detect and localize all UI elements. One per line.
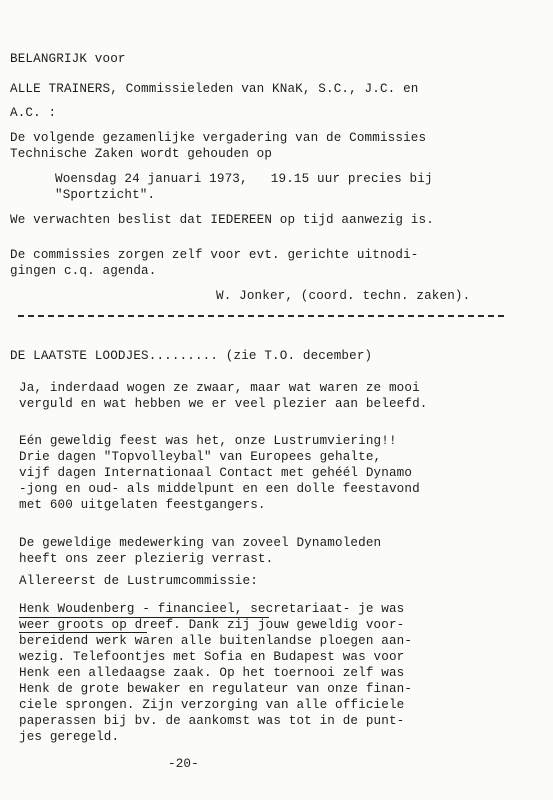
invitation-paragraph-line-1: De commissies zorgen zelf voor evt. gerichte uitnodi- [10,248,419,262]
meeting-paragraph-line-1: De volgende gezamenlijke vergadering van de Commissies [10,131,427,145]
henk-paragraph-line-1: Henk Woudenberg - financieel, secretariaat- je was [19,602,405,616]
henk-paragraph-line-9: jes geregeld. [19,730,120,744]
meeting-paragraph-line-2: Technische Zaken wordt gehouden op [10,147,273,161]
henk-paragraph-line-7: ciele sprongen. Zijn verzorging van alle officiele [19,698,405,712]
meeting-date-line-2: "Sportzicht". [55,188,156,202]
henk-paragraph-line-2: weer groots op dreef. Dank zij jouw geweldig voor- [19,618,405,632]
attendance-paragraph: We verwachten beslist dat IEDEREEN op tijd aanwezig is. [10,213,434,227]
henk-paragraph-line-3: bereidend werk waren alle buitenlandse ploegen aan- [19,634,413,648]
page-number: -20- [168,757,199,771]
feast-paragraph-line-4: -jong en oud- als middelpunt en een dolle feestavond [19,482,420,496]
cooperation-paragraph-line-1: De geweldige medewerking van zoveel Dynamoleden [19,536,382,550]
cooperation-paragraph-line-2: heeft ons zeer plezierig verrast. [19,552,274,566]
signature: W. Jonker, (coord. techn. zaken). [216,289,471,303]
notice-heading-line-2: ALLE TRAINERS, Commissieleden van KNaK, S.C., J.C. en [10,82,419,96]
invitation-paragraph-line-2: gingen c.q. agenda. [10,264,157,278]
feast-paragraph-line-3: vijf dagen Internationaal Contact met gehéél Dynamo [19,466,413,480]
notice-heading-line-3: A.C. : [10,106,57,120]
section-divider [18,315,504,317]
notice-heading-line-1: BELANGRIJK voor [10,52,126,66]
henk-paragraph-line-5: Henk een alledaagse zaak. Op het toernooi zelf was [19,666,405,680]
feast-paragraph-line-5: met 600 uitgelaten feestgangers. [19,498,266,512]
feast-paragraph-line-1: Eén geweldig feest was het, onze Lustrumviering!! [19,434,397,448]
committee-intro: Allereerst de Lustrumcommissie: [19,574,258,588]
henk-paragraph-line-6: Henk de grote bewaker en regulateur van onze finan- [19,682,413,696]
henk-paragraph-line-4: wezig. Telefoontjes met Sofia en Budapest was voor [19,650,405,664]
name-underline [19,617,269,618]
henk-paragraph-line-8: paperassen bij bv. de aankomst was tot in de punt- [19,714,405,728]
intro-paragraph-line-2: verguld en wat hebben we er veel plezier aan beleefd. [19,397,428,411]
meeting-date-line-1: Woensdag 24 januari 1973, 19.15 uur precies bij [55,172,433,186]
intro-paragraph-line-1: Ja, inderdaad wogen ze zwaar, maar wat waren ze mooi [19,381,420,395]
phrase-underline [19,632,147,633]
feast-paragraph-line-2: Drie dagen "Topvolleybal" van Europees gehalte, [19,450,382,464]
section-heading: DE LAATSTE LOODJES......... (zie T.O. december) [10,349,373,363]
